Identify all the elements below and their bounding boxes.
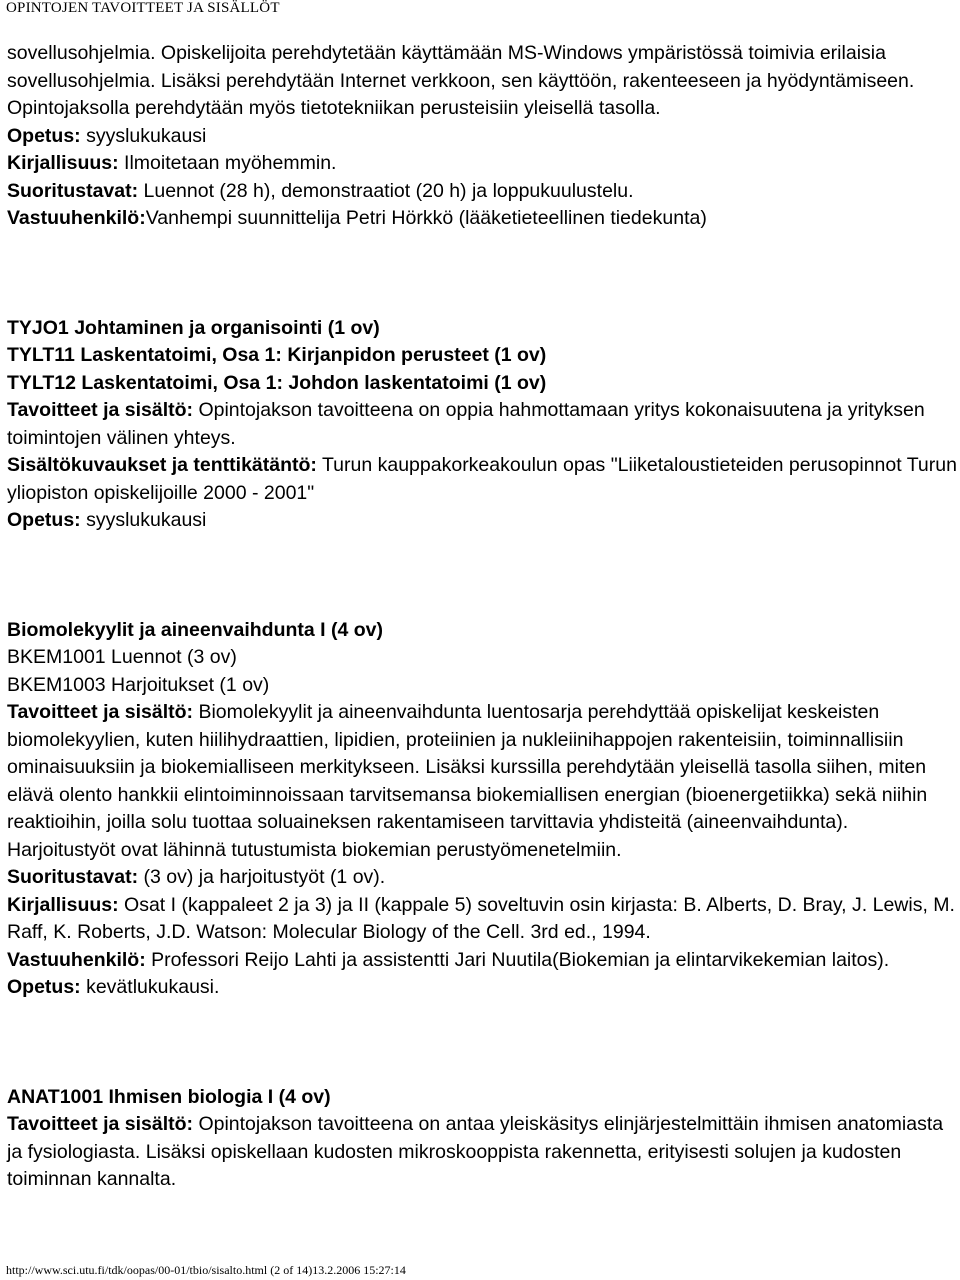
- field-label: Opetus:: [7, 976, 81, 998]
- field-value: Turun kauppakorkeakoulun opas "Liiketaloustieteiden perusopinnot Turun yliopiston opiskelijoille 2000 - 2001": [7, 454, 957, 504]
- field-value: Luennot (28 h), demonstraatiot (20 h) ja loppukuulustelu.: [138, 179, 634, 202]
- field-opetus: [7, 974, 959, 1002]
- field-label: Suoritustavat:: [7, 179, 139, 202]
- document-body: [7, 40, 959, 1194]
- field-tavoitteet: [7, 397, 959, 452]
- field-label: Vastuuhenkilö:: [7, 207, 146, 229]
- field-sisaltokuvaukset: [7, 452, 959, 507]
- field-suoritustavat: [7, 864, 959, 892]
- field-opetus: [7, 123, 959, 151]
- field-label: Kirjallisuus:: [7, 893, 119, 916]
- field-tavoitteet: [7, 1111, 959, 1194]
- field-label: Tavoitteet ja sisältö:: [7, 701, 194, 723]
- field-value: Vanhempi suunnittelija Petri Hörkkö (lääketieteellinen tiedekunta): [145, 207, 707, 229]
- field-value: Biomolekyylit ja aineenvaihdunta luentosarja perehdyttää opiskelijat keskeisten biomolekyylien, kuten hiilihydraattien, lipidien, proteiinien ja nukleiinihappojen rakenteisiin, toiminnallisiin ominaisuuksiin ja biokemialliseen merkitykseen. Lisäksi kurssilla perehdytään yleisellä tasolla siihen, miten elävä olento hankkii elintoiminnoissaan tarvitsemansa biokemiallisen energian (bioenergetiikka) sekä niihin reaktioihin, joilla solu tuottaa soluaineksen rakentamiseen tarvittavia yhdisteitä (aineenvaihdunta). Harjoitustyöt ovat lähinnä tutustumista biokemian perustyömenetelmiin.: [7, 701, 928, 861]
- course-title: ANAT1001 Ihmisen biologia I (4 ov): [7, 1085, 331, 1108]
- course-title: TYLT11 Laskentatoimi, Osa 1: Kirjanpidon perusteet (1 ov): [7, 344, 547, 366]
- field-vastuuhenkilo: [7, 205, 959, 233]
- page-footer-url: http://www.sci.utu.fi/tdk/oopas/00-01/tbio/sisalto.html (2 of 14)13.2.2006 15:27:14: [6, 1263, 406, 1277]
- course-title: TYJO1 Johtaminen ja organisointi (1 ov): [7, 316, 380, 339]
- field-value: Professori Reijo Lahti ja assistentti Jari Nuutila(Biokemian ja elintarvikekemian laitos).: [145, 948, 890, 971]
- course-part: BKEM1001 Luennot (3 ov): [7, 646, 237, 668]
- course-title: TYLT12 Laskentatoimi, Osa 1: Johdon laskentatoimi (1 ov): [7, 371, 547, 394]
- course-title: Biomolekyylit ja aineenvaihdunta I (4 ov): [7, 618, 384, 641]
- field-value: Osat I (kappaleet 2 ja 3) ja II (kappale 5) soveltuvin osin kirjasta: B. Alberts, D. Bray, J. Lewis, M. Raff, K. Roberts, J.D. Watson: Molecular Biology of the Cell. 3rd ed., 1994.: [7, 893, 955, 943]
- field-label: Kirjallisuus:: [7, 152, 119, 174]
- field-vastuuhenkilo: [7, 947, 959, 975]
- field-kirjallisuus: [7, 150, 959, 178]
- field-label: Sisältökuvaukset ja tenttikätäntö:: [7, 454, 317, 476]
- field-value: kevätlukukausi.: [80, 976, 220, 998]
- field-value: syyslukukausi: [80, 509, 207, 531]
- page-header: OPINTOJEN TAVOITTEET JA SISÄLLÖT: [6, 0, 280, 16]
- field-value: Ilmoitetaan myöhemmin.: [118, 152, 337, 174]
- field-label: Opetus:: [7, 124, 81, 147]
- field-suoritustavat: [7, 178, 959, 206]
- field-kirjallisuus: [7, 892, 959, 947]
- field-value: syyslukukausi: [80, 124, 207, 147]
- field-value: Opintojakson tavoitteena on antaa yleiskäsitys elinjärjestelmittäin ihmisen anatomiasta ja fysiologiasta. Lisäksi opiskellaan kudosten mikroskooppista rakennetta, erityisesti solujen ja kudosten toiminnan kannalta.: [7, 1113, 944, 1190]
- field-label: Tavoitteet ja sisältö:: [7, 1113, 194, 1135]
- field-value: Opintojakson tavoitteena on oppia hahmottamaan yritys kokonaisuutena ja yrityksen toimintojen välinen yhteys.: [7, 399, 925, 449]
- field-label: Suoritustavat:: [7, 866, 139, 888]
- field-tavoitteet: [7, 699, 959, 864]
- course-part: BKEM1003 Harjoitukset (1 ov): [7, 673, 270, 696]
- field-label: Tavoitteet ja sisältö:: [7, 399, 194, 421]
- field-label: Opetus:: [7, 509, 81, 531]
- intro-paragraph: sovellusohjelmia. Opiskelijoita perehdytetään käyttämään MS-Windows ympäristössä toimivia erilaisia sovellusohjelmia. Lisäksi perehdytään Internet verkkoon, sen käyttöön, rakenteeseen ja hyödyntämiseen. Opintojaksolla perehdytään myös tietotekniikan perusteisiin yleisellä tasolla.: [7, 42, 915, 119]
- field-value: (3 ov) ja harjoitustyöt (1 ov).: [138, 866, 386, 888]
- field-opetus: [7, 507, 959, 535]
- field-label: Vastuuhenkilö:: [7, 948, 146, 971]
